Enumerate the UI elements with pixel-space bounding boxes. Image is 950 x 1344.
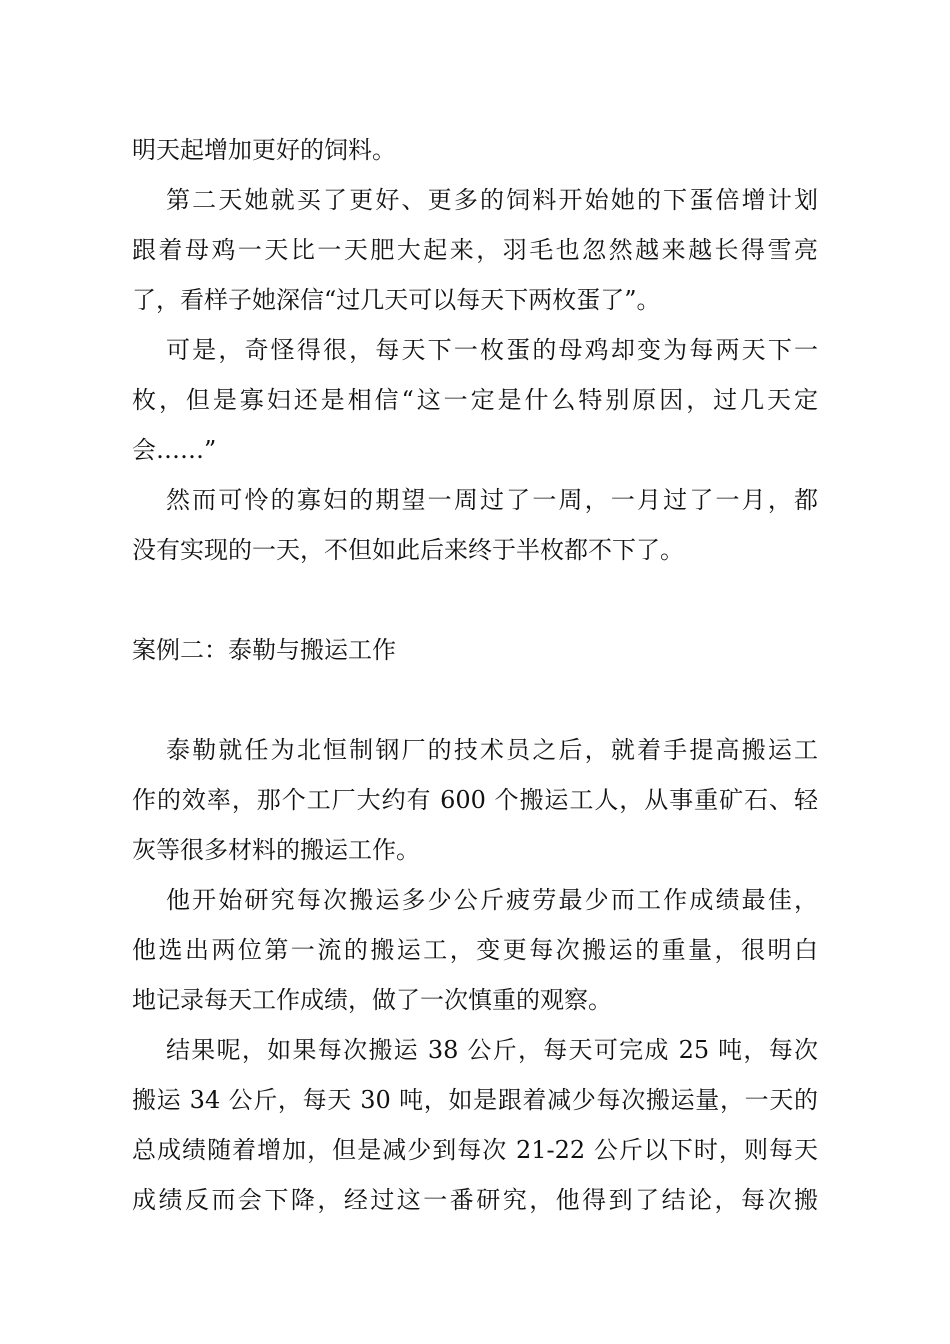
text-line: 跟着母鸡一天比一天肥大起来，羽毛也忽然越来越长得雪亮 <box>132 236 818 264</box>
text-line: 会……” <box>132 436 217 464</box>
text-line: 总成绩随着增加，但是减少到每次 21-22 公斤以下时，则每天 <box>132 1136 818 1164</box>
text-line: 地记录每天工作成绩，做了一次慎重的观察。 <box>132 986 612 1014</box>
text-line: 作的效率，那个工厂大约有 600 个搬运工人，从事重矿石、轻 <box>132 786 818 814</box>
paragraph-first-line: 他开始研究每次搬运多少公斤疲劳最少而工作成绩最佳， <box>166 886 818 914</box>
text-line: 明天起增加更好的饲料。 <box>132 136 396 164</box>
text-line: 搬运 34 公斤，每天 30 吨，如是跟着减少每次搬运量，一天的 <box>132 1086 818 1114</box>
paragraph-first-line: 第二天她就买了更好、更多的饲料开始她的下蛋倍增计划 <box>166 186 818 214</box>
text-line: 没有实现的一天，不但如此后来终于半枚都不下了。 <box>132 536 684 564</box>
text-line: 枚，但是寡妇还是相信“这一定是什么特别原因，过几天定 <box>132 386 818 414</box>
paragraph-first-line: 泰勒就任为北恒制钢厂的技术员之后，就着手提高搬运工 <box>166 736 818 764</box>
text-line: 成绩反而会下降，经过这一番研究，他得到了结论，每次搬 <box>132 1186 818 1214</box>
text-line: 了，看样子她深信“过几天可以每天下两枚蛋了”。 <box>132 286 661 314</box>
section-heading: 案例二：泰勒与搬运工作 <box>132 636 396 664</box>
paragraph-first-line: 可是，奇怪得很，每天下一枚蛋的母鸡却变为每两天下一 <box>166 336 818 364</box>
text-line: 他选出两位第一流的搬运工，变更每次搬运的重量，很明白 <box>132 936 818 964</box>
paragraph-first-line: 然而可怜的寡妇的期望一周过了一周，一月过了一月，都 <box>166 486 818 514</box>
text-line: 灰等很多材料的搬运工作。 <box>132 836 420 864</box>
paragraph-first-line: 结果呢，如果每次搬运 38 公斤，每天可完成 25 吨，每次 <box>166 1036 818 1064</box>
